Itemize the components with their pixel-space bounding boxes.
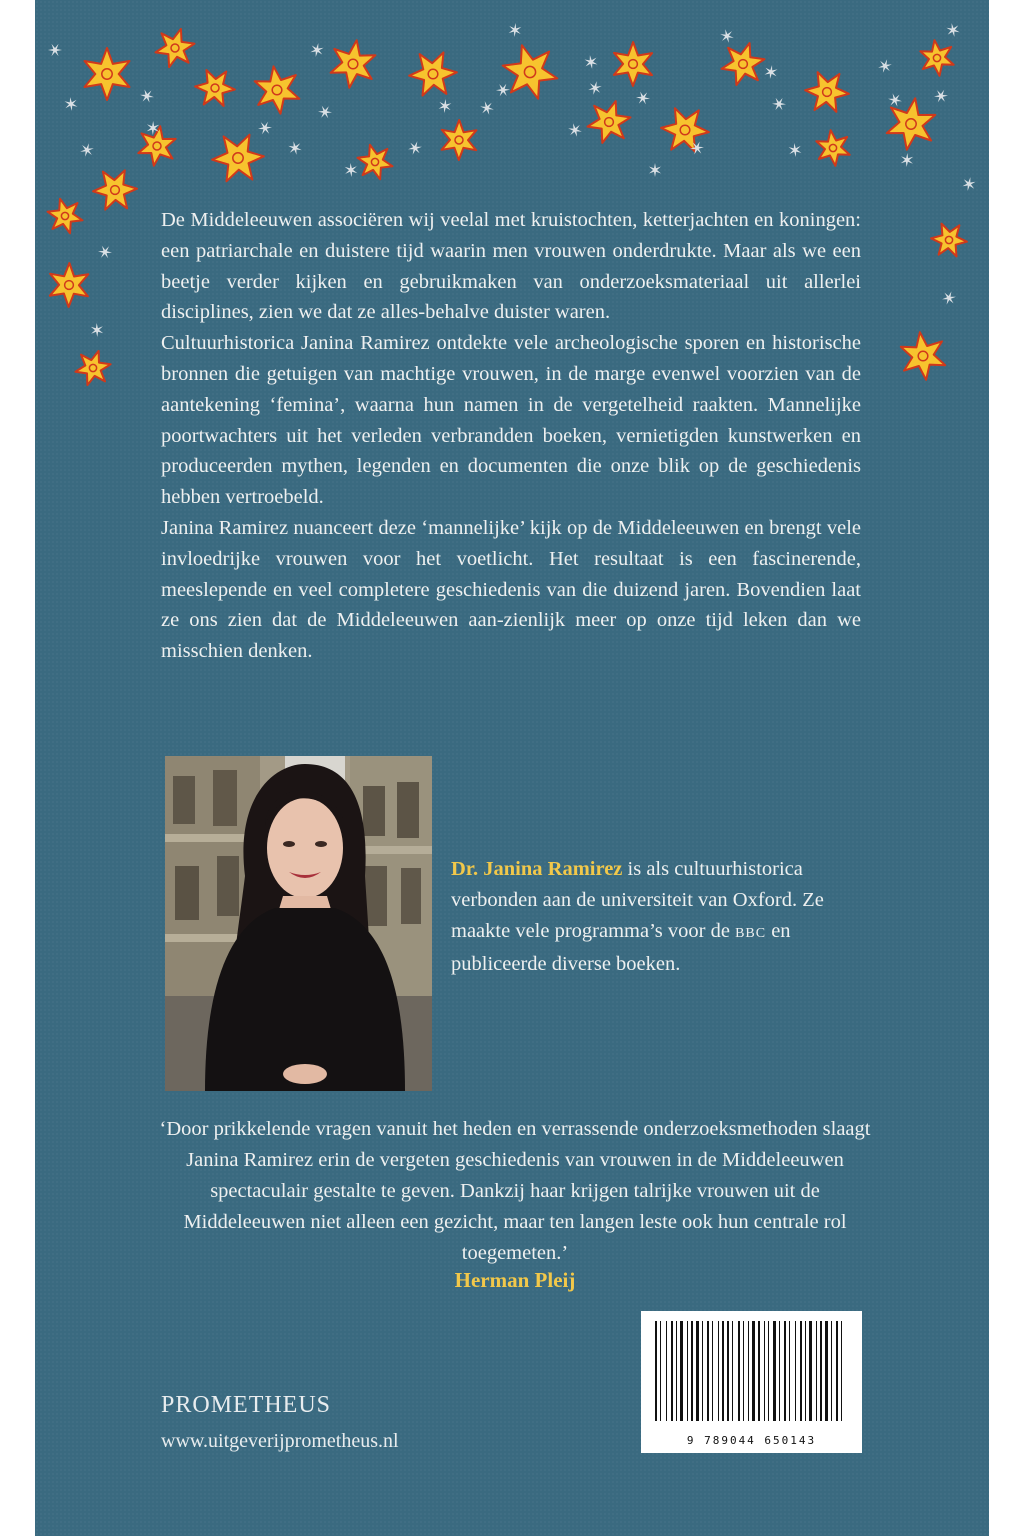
barcode-bar	[718, 1321, 719, 1421]
sparkle-star-icon	[480, 101, 494, 114]
star-flower-icon	[93, 170, 137, 209]
publisher-logo: PROMETHEUS	[161, 1392, 332, 1418]
star-flower-icon	[331, 40, 376, 87]
sparkle-star-icon	[568, 123, 582, 136]
author-photo	[165, 756, 432, 1091]
barcode-bar	[660, 1321, 661, 1421]
barcode-bar	[691, 1321, 693, 1421]
barcode-bar	[784, 1321, 786, 1421]
sparkle-star-icon	[80, 143, 94, 156]
barcode-bar	[841, 1321, 842, 1421]
sparkle-star-icon	[310, 43, 323, 57]
star-flower-icon	[195, 70, 235, 106]
sparkle-star-icon	[901, 153, 913, 167]
sparkle-star-icon	[439, 99, 452, 113]
star-flower-icon	[138, 126, 175, 165]
star-flower-icon	[358, 145, 393, 180]
sparkle-star-icon	[509, 23, 522, 37]
review-quote: ‘Door prikkelende vragen vanuit het heden en verrassende onderzoeksmethoden slaagt Janina Ramirez erin de vergeten geschiedenis van vrouwen in de Middeleeuwen spectaculair gestalte te geven. Dankzij haar krijgen talrijke vrouwen uit de Middeleeuwen niet alleen een gezicht, maar ten langen leste ook hun centrale rol toegemeten.’	[159, 1118, 871, 1264]
sparkle-star-icon	[765, 65, 778, 79]
sparkle-star-icon	[140, 90, 154, 103]
barcode-bar	[768, 1321, 769, 1421]
sparkle-star-icon	[345, 163, 358, 177]
sparkle-star-icon	[48, 44, 62, 56]
star-flower-icon	[156, 29, 195, 67]
barcode-bar	[752, 1321, 755, 1421]
star-flower-icon	[50, 263, 88, 307]
book-back-cover	[35, 0, 989, 1536]
sparkle-star-icon	[98, 246, 112, 259]
sparkle-star-icon	[962, 177, 975, 191]
barcode-bar	[676, 1321, 677, 1421]
author-bio-text: is als cultuurhistorica verbonden aan de universiteit van Oxford. Ze maakte vele programma’s voor de	[451, 858, 824, 942]
barcode-bar	[836, 1321, 838, 1421]
sparkle-star-icon	[585, 55, 598, 69]
barcode-bar	[702, 1321, 703, 1421]
sparkle-star-icon	[65, 97, 78, 111]
review-quote-author: Herman Pleij	[454, 1268, 576, 1292]
barcode-bar	[795, 1321, 796, 1421]
barcode-bar	[773, 1321, 776, 1421]
barcode-bar	[816, 1321, 817, 1421]
sparkle-star-icon	[934, 90, 948, 103]
star-flower-icon	[75, 351, 110, 385]
barcode-bar	[680, 1321, 683, 1421]
star-flower-icon	[255, 66, 300, 113]
barcode-bar	[671, 1321, 673, 1421]
star-flower-icon	[722, 43, 765, 85]
barcode-bar	[727, 1321, 729, 1421]
barcode-bar	[743, 1321, 744, 1421]
star-flower-icon	[931, 224, 967, 257]
isbn-number: 9 789044 650143	[686, 1434, 817, 1447]
sparkle-star-icon	[789, 143, 802, 157]
sparkle-star-icon	[496, 84, 510, 96]
barcode-bar	[809, 1321, 812, 1421]
star-flower-icon	[614, 42, 652, 86]
sparkle-star-icon	[720, 29, 733, 43]
barcode-bar	[738, 1321, 740, 1421]
barcode-bar	[800, 1321, 802, 1421]
sparkle-star-icon	[878, 59, 892, 72]
barcode-bar	[820, 1321, 822, 1421]
author-bio	[451, 854, 851, 980]
barcode-bars	[641, 1311, 862, 1431]
barcode-bar	[748, 1321, 749, 1421]
star-flower-icon	[887, 98, 936, 149]
star-flower-icon	[442, 120, 477, 160]
barcode-bar	[789, 1321, 790, 1421]
star-flower-icon	[503, 45, 558, 99]
sparkle-star-icon	[942, 291, 956, 304]
barcode-bar	[779, 1321, 780, 1421]
sparkle-star-icon	[636, 92, 650, 105]
blurb-paragraph-1: De Middeleeuwen associëren wij veelal met kruistochten, ketterjachten en koningen: een patriarchale en duistere tijd waarin men vrouwen onderdrukte. Maar als we een beetje verder kijken en gebruikmaken van onderzoeksmateriaal uit allerlei disciplines, zien we dat ze alles-behalve duister waren.	[161, 209, 861, 324]
barcode-bar	[764, 1321, 765, 1421]
sparkle-star-icon	[588, 81, 601, 95]
sparkle-star-icon	[288, 141, 301, 155]
sparkle-star-icon	[408, 141, 422, 154]
publisher-website: www.uitgeverijprometheus.nl	[161, 1430, 399, 1452]
star-flower-icon	[661, 108, 709, 152]
blurb	[161, 205, 861, 667]
sparkle-star-icon	[772, 98, 786, 110]
sparkle-star-icon	[318, 106, 332, 119]
blurb-paragraph-3: Janina Ramirez nuanceert deze ‘mannelijke’ kijk op de Middeleeuwen en brengt vele invloedrijke vrouwen voor het voetlicht. Het resultaat is een fascinerende, meeslepende en veel completere geschiedenis van die duizend jaren. Bovendien laat ze ons zien dat de Middeleeuwen aan-zienlijk meer op onze tijd leken dan we misschien denken.	[161, 516, 861, 663]
star-flower-icon	[805, 72, 849, 112]
barcode-bar	[687, 1321, 688, 1421]
star-flower-icon	[588, 101, 631, 143]
barcode-bar	[805, 1321, 806, 1421]
author-bio-text-end: en publiceerde diverse boeken.	[451, 920, 791, 975]
barcode-bar	[722, 1321, 724, 1421]
author-portrait-illustration	[165, 756, 432, 1091]
author-name: Dr. Janina Ramirez	[451, 858, 623, 880]
sparkle-star-icon	[888, 93, 902, 106]
barcode-bar	[831, 1321, 832, 1421]
bbc-label: BBC	[735, 926, 767, 941]
sparkle-star-icon	[649, 163, 661, 177]
barcode	[641, 1311, 862, 1453]
star-flower-icon	[212, 135, 264, 182]
barcode-bar	[655, 1321, 657, 1421]
star-flower-icon	[85, 48, 130, 100]
barcode-bar	[666, 1321, 667, 1421]
barcode-bar	[732, 1321, 733, 1421]
star-flower-icon	[409, 52, 457, 95]
star-flower-icon	[920, 40, 953, 76]
barcode-bar	[825, 1321, 828, 1421]
sparkle-star-icon	[258, 122, 272, 135]
sparkle-star-icon	[91, 323, 103, 337]
blurb-paragraph-2: Cultuurhistorica Janina Ramirez ontdekte vele archeologische sporen en historische bronnen die getuigen van machtige vrouwen, in de marge evenwel voorzien van de aantekening ‘femina’, waarna hun namen in de vergetelheid raakten. Mannelijke poortwachters uit het verleden verbrandden boeken, vernietigden kunstwerken en produceerden mythen, legenden en documenten die onze blik op de geschiedenis hebben vertroebeld.	[161, 332, 861, 509]
star-flower-icon	[48, 199, 83, 234]
barcode-bar	[707, 1321, 709, 1421]
barcode-bar	[712, 1321, 713, 1421]
barcode-bar	[758, 1321, 760, 1421]
barcode-bar	[696, 1321, 699, 1421]
star-flower-icon	[816, 130, 849, 166]
star-flower-icon	[901, 332, 945, 380]
sparkle-star-icon	[946, 23, 959, 37]
